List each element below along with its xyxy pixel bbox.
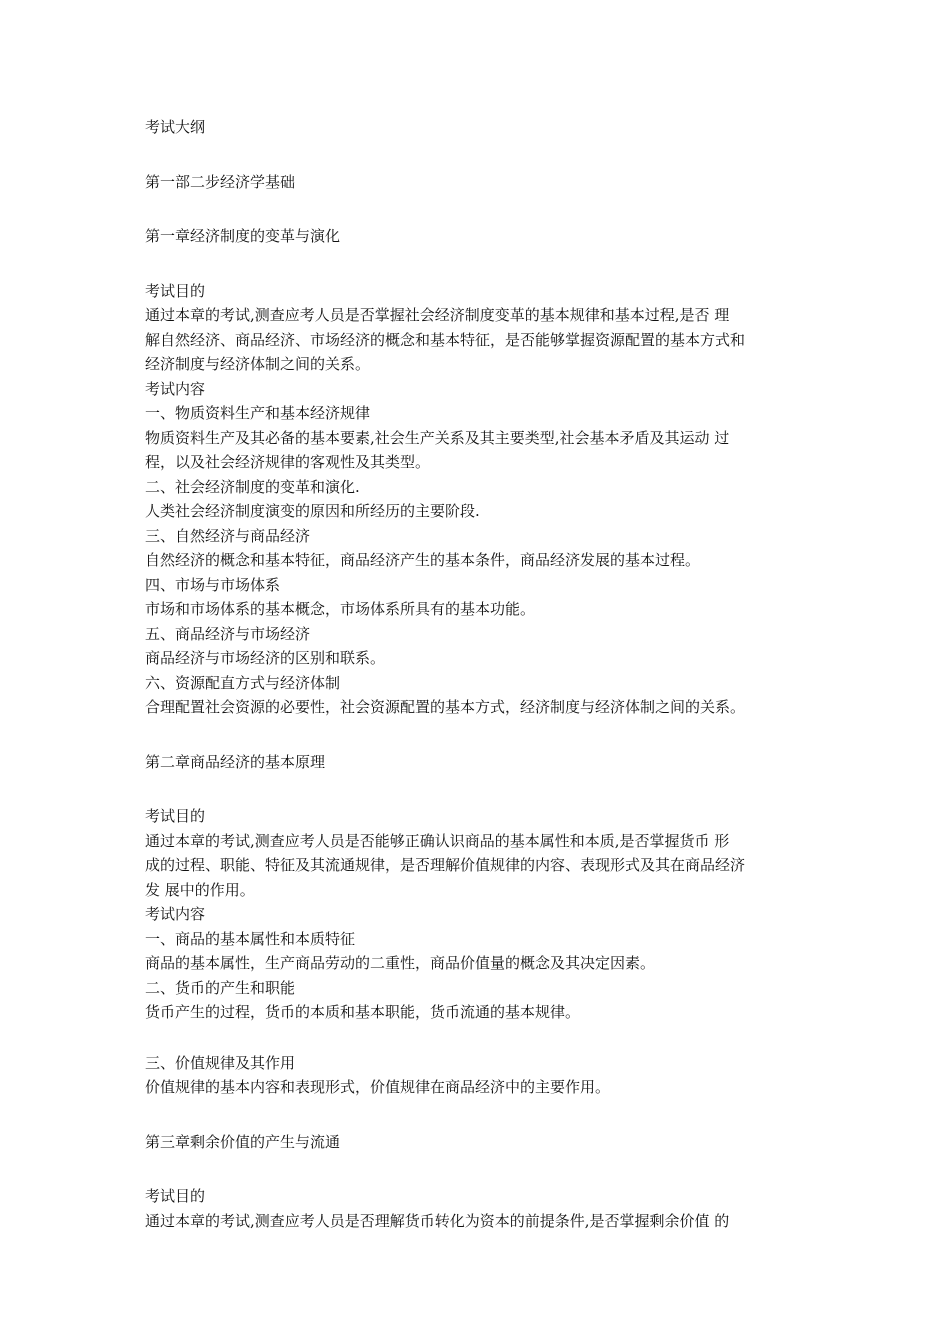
chapter1-item-heading: 五、商品经济与市场经济	[145, 624, 311, 643]
chapter1-item-text: 程，以及社会经济规律的客观性及其类型。	[145, 453, 431, 471]
chapter3-title: 第三章剩余价值的产生与流通	[145, 1132, 341, 1151]
chapter2-item-heading: 二、货币的产生和职能	[145, 978, 296, 997]
chapter2-title: 第二章商品经济的基本原理	[145, 752, 326, 771]
chapter3-objective-heading: 考试目的	[145, 1187, 206, 1205]
chapter1-content-heading: 考试内容	[145, 379, 206, 398]
chapter1-item-text: 人类社会经济制度演变的原因和所经历的主要阶段.	[145, 502, 480, 520]
chapter1-item-heading: 二、社会经济制度的变革和演化.	[145, 477, 360, 496]
chapter2-item-heading: 三、价值规律及其作用	[145, 1053, 296, 1072]
chapter2-item-text: 价值规律的基本内容和表现形式，价值规律在商品经济中的主要作用。	[145, 1078, 611, 1096]
chapter1-item-heading: 六、资源配直方式与经济体制	[145, 673, 341, 692]
chapter2-objective-line: 成的过程、职能、特征及其流通规律，是否理解价值规律的内容、表现形式及其在商品经济	[145, 856, 746, 874]
chapter1-item-text: 合理配置社会资源的必要性，社会资源配置的基本方式，经济制度与经济体制之间的关系。	[145, 698, 746, 716]
chapter3-objective-line: 通过本章的考试,测查应考人员是否理解货币转化为资本的前提条件,是否掌握剩余价值 的	[145, 1211, 730, 1230]
part-title: 第一部二步经济学基础	[145, 172, 296, 191]
document-page	[145, 115, 815, 1233]
chapter1-objective-line: 经济制度与经济体制之间的关系。	[145, 355, 371, 373]
chapter1-item-text: 市场和市场体系的基本概念，市场体系所具有的基本功能。	[145, 600, 536, 618]
chapter2-objective-heading: 考试目的	[145, 807, 206, 825]
chapter1-title: 第一章经济制度的变革与演化	[145, 227, 341, 245]
chapter1-item-heading: 四、市场与市场体系	[145, 575, 281, 594]
chapter2-item-text: 货币产生的过程，货币的本质和基本职能，货币流通的基本规律。	[145, 1003, 581, 1021]
chapter1-objective-line: 通过本章的考试,测查应考人员是否掌握社会经济制度变革的基本规律和基本过程,是否 理	[145, 306, 730, 324]
chapter1-item-heading: 一、物质资料生产和基本经济规律	[145, 404, 371, 422]
chapter1-item-text: 自然经济的概念和基本特征，商品经济产生的基本条件，商品经济发展的基本过程。	[145, 551, 701, 569]
chapter2-item-text: 商品的基本属性，生产商品劳动的二重性，商品价值量的概念及其决定因素。	[145, 954, 656, 972]
chapter1-item-text: 物质资料生产及其必备的基本要素,社会生产关系及其主要类型,社会基本矛盾及其运动 过	[145, 428, 730, 447]
chapter1-item-text: 商品经济与市场经济的区别和联系。	[145, 649, 386, 667]
chapter2-content-heading: 考试内容	[145, 905, 206, 923]
chapter1-objective-line: 解自然经济、商品经济、市场经济的概念和基本特征，是否能够掌握资源配置的基本方式和	[145, 330, 746, 349]
chapter2-item-heading: 一、商品的基本属性和本质特征	[145, 929, 356, 948]
chapter2-objective-line: 通过本章的考试,测查应考人员是否能够正确认识商品的基本属性和本质,是否掌握货币 形	[145, 831, 730, 850]
document-title: 考试大纲	[145, 118, 206, 136]
chapter1-item-heading: 三、自然经济与商品经济	[145, 526, 311, 545]
chapter2-objective-line: 发 展中的作用。	[145, 880, 255, 899]
chapter1-objective-heading: 考试目的	[145, 281, 206, 300]
